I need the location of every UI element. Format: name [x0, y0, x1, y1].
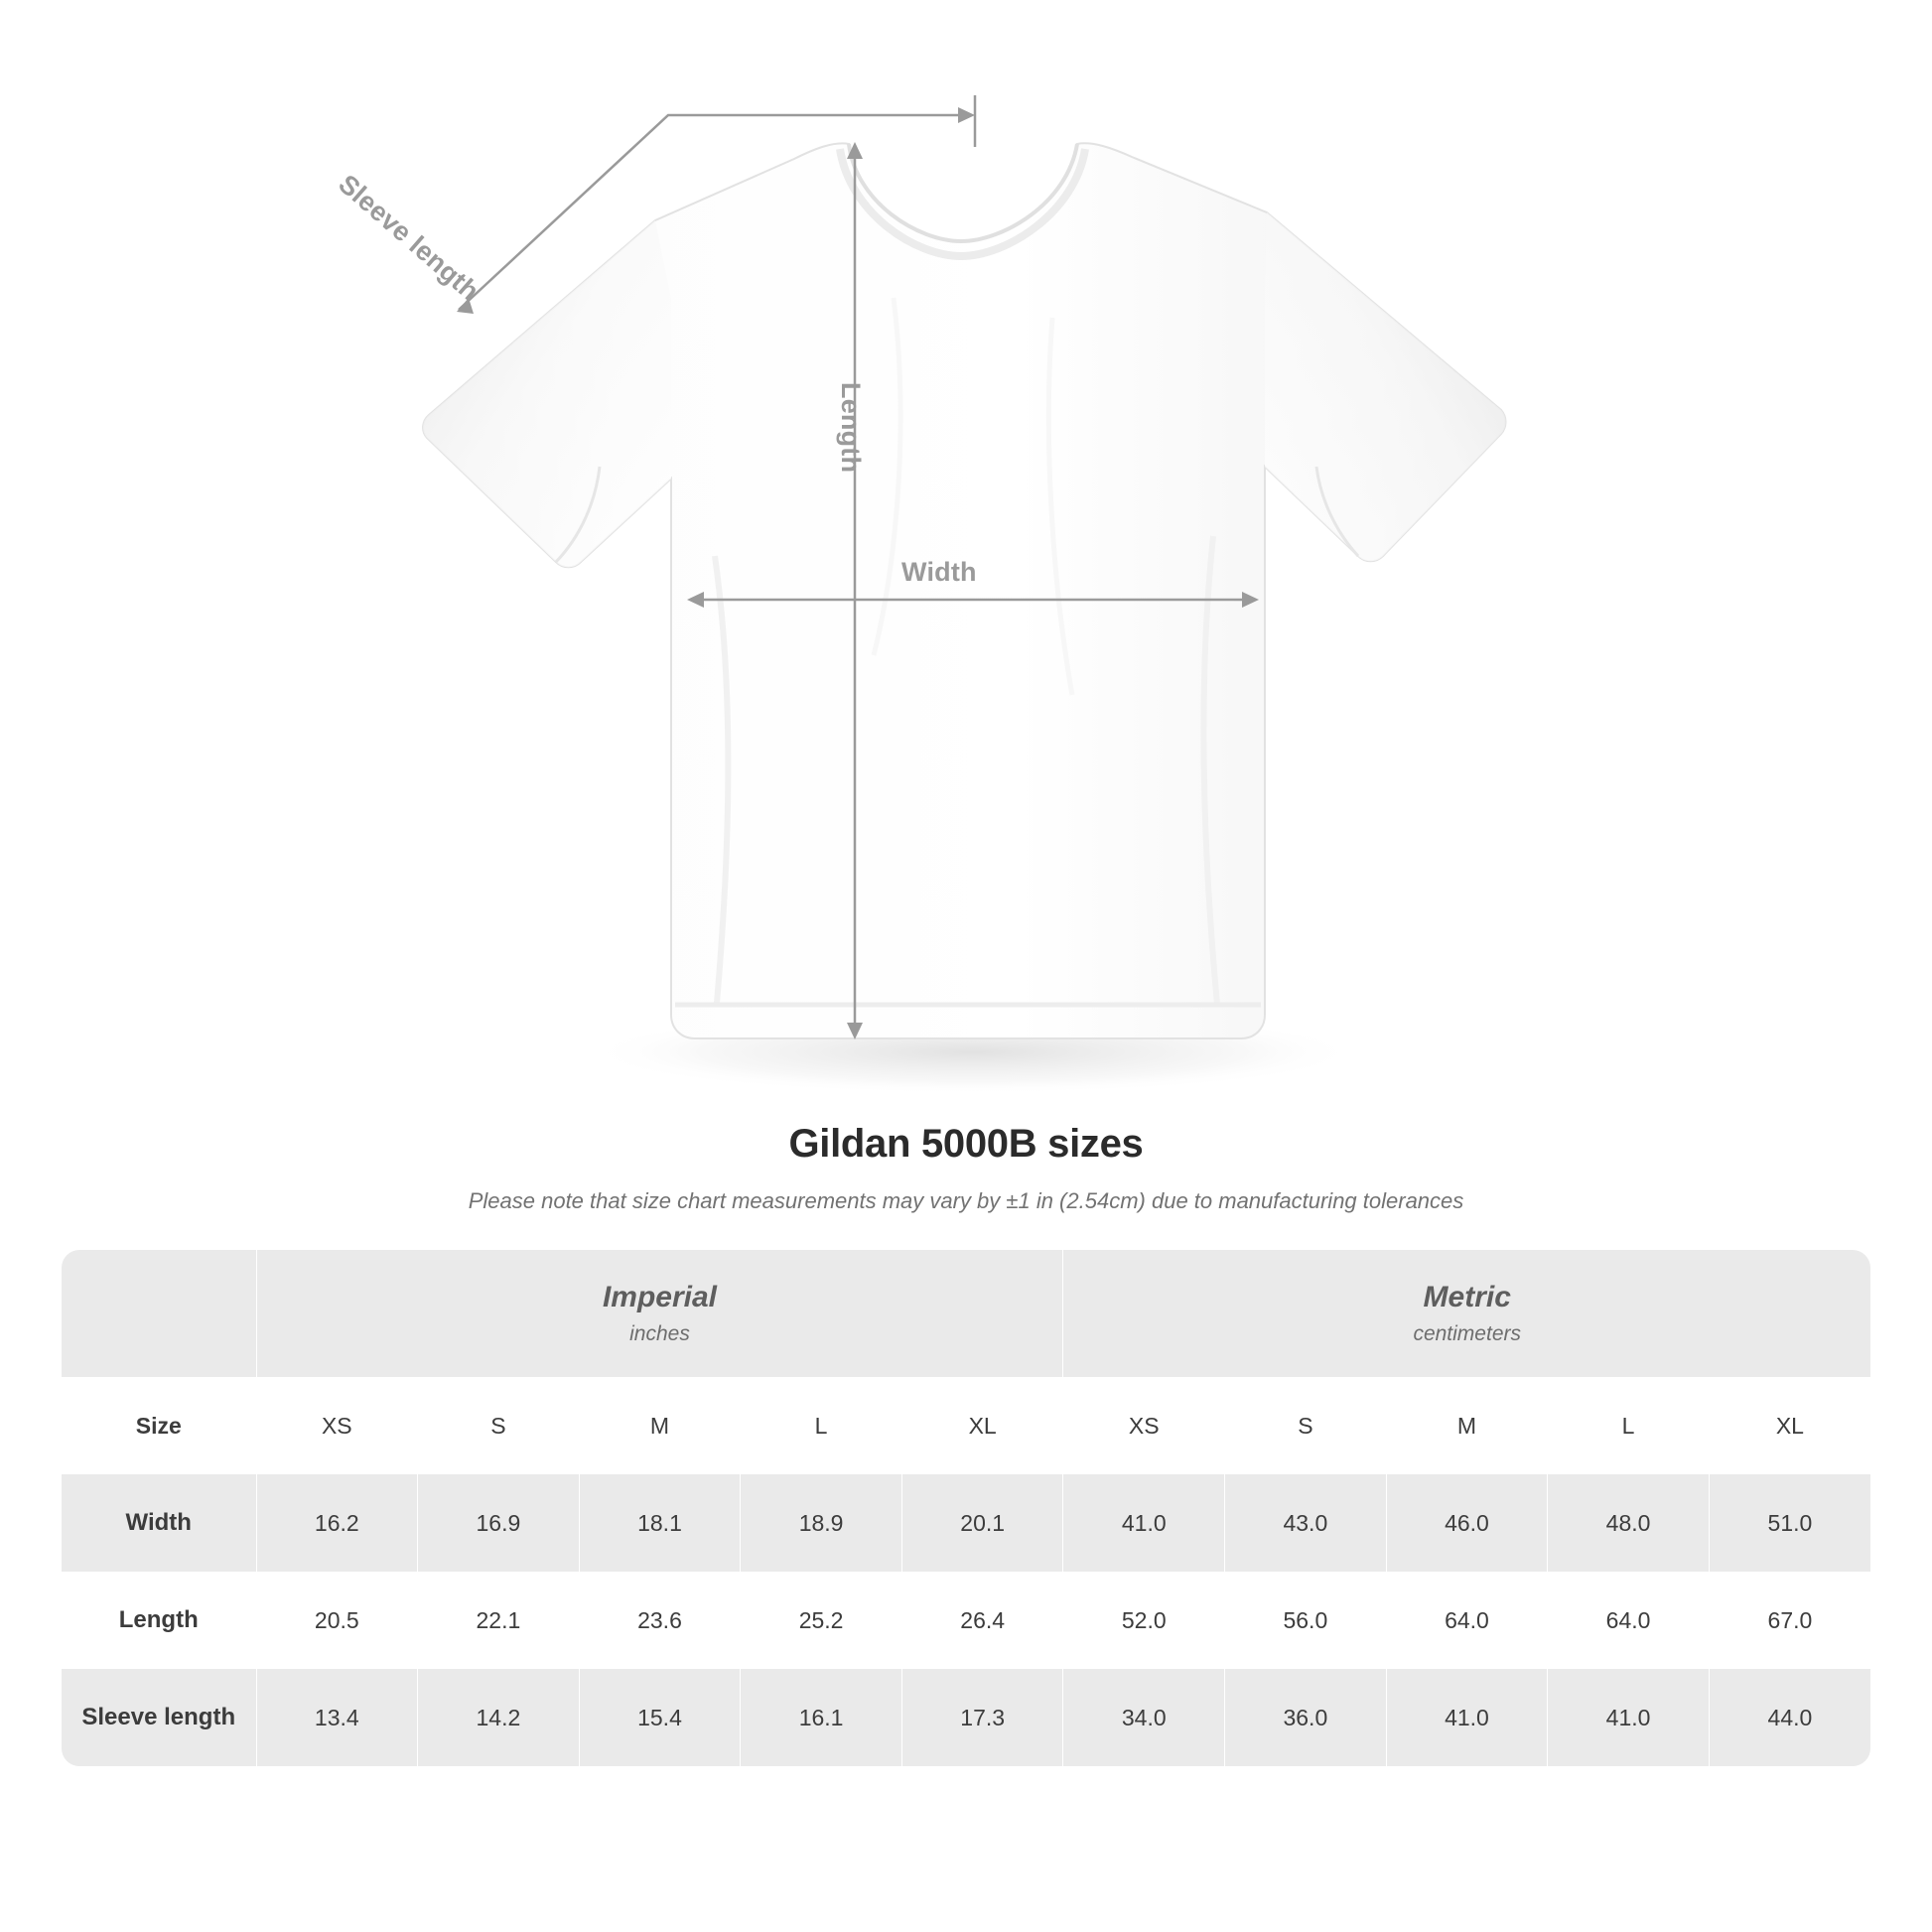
- cell-width-imperial-m: 18.1: [579, 1474, 741, 1572]
- cell-sleeve-metric-s: 36.0: [1225, 1669, 1387, 1766]
- cell-sleeve-imperial-s: 14.2: [418, 1669, 580, 1766]
- table-row: [62, 1474, 1870, 1572]
- cell-length-imperial-xl: 26.4: [901, 1572, 1063, 1669]
- header-size-metric-xl: XL: [1709, 1377, 1870, 1474]
- cell-sleeve-metric-l: 41.0: [1548, 1669, 1710, 1766]
- cell-length-imperial-l: 25.2: [741, 1572, 902, 1669]
- unit-group-imperial: [256, 1250, 1063, 1377]
- cell-sleeve-imperial-m: 15.4: [579, 1669, 741, 1766]
- unit-group-metric-unit: centimeters: [1413, 1322, 1521, 1345]
- unit-group-imperial-unit: inches: [629, 1322, 690, 1345]
- header-size-metric-xs: XS: [1063, 1377, 1225, 1474]
- size-header-row: [62, 1377, 1870, 1474]
- row-label-length: Length: [62, 1572, 256, 1669]
- cell-sleeve-metric-xs: 34.0: [1063, 1669, 1225, 1766]
- unit-group-metric: [1063, 1250, 1870, 1377]
- header-size-imperial-xl: XL: [901, 1377, 1063, 1474]
- tshirt-shape: [423, 143, 1505, 1038]
- size-table: [62, 1250, 1870, 1766]
- header-size-imperial-s: S: [418, 1377, 580, 1474]
- table-row: [62, 1669, 1870, 1766]
- page-title: Gildan 5000B sizes: [788, 1122, 1144, 1166]
- cell-length-metric-m: 64.0: [1386, 1572, 1548, 1669]
- sleeve-length-dimension-label: Sleeve length: [333, 169, 485, 307]
- header-size-imperial-xs: XS: [256, 1377, 418, 1474]
- cell-length-metric-l: 64.0: [1548, 1572, 1710, 1669]
- cell-sleeve-imperial-xl: 17.3: [901, 1669, 1063, 1766]
- header-size: Size: [62, 1377, 256, 1474]
- cell-length-metric-s: 56.0: [1225, 1572, 1387, 1669]
- cell-sleeve-metric-m: 41.0: [1386, 1669, 1548, 1766]
- row-label-sleeve-length: Sleeve length: [62, 1669, 256, 1766]
- tolerance-note: Please note that size chart measurements may vary by ±1 in (2.54cm) due to manufacturing tolerances: [468, 1188, 1464, 1213]
- cell-sleeve-metric-xl: 44.0: [1709, 1669, 1870, 1766]
- row-label-width: Width: [62, 1474, 256, 1572]
- length-dimension-label: Length: [836, 382, 866, 474]
- cell-sleeve-imperial-xs: 13.4: [256, 1669, 418, 1766]
- unit-group-metric-name: Metric: [1423, 1281, 1511, 1313]
- header-size-imperial-m: M: [579, 1377, 741, 1474]
- cell-width-imperial-s: 16.9: [418, 1474, 580, 1572]
- header-size-metric-l: L: [1548, 1377, 1710, 1474]
- cell-sleeve-imperial-l: 16.1: [741, 1669, 902, 1766]
- header-size-imperial-l: L: [741, 1377, 902, 1474]
- cell-width-imperial-xl: 20.1: [901, 1474, 1063, 1572]
- cell-length-metric-xs: 52.0: [1063, 1572, 1225, 1669]
- cell-width-metric-l: 48.0: [1548, 1474, 1710, 1572]
- unit-group-row: [62, 1250, 1870, 1377]
- cell-width-metric-xl: 51.0: [1709, 1474, 1870, 1572]
- cell-length-imperial-s: 22.1: [418, 1572, 580, 1669]
- cell-length-imperial-xs: 20.5: [256, 1572, 418, 1669]
- width-dimension-label: Width: [901, 557, 977, 587]
- table-row: [62, 1572, 1870, 1669]
- cell-width-metric-s: 43.0: [1225, 1474, 1387, 1572]
- header-size-metric-s: S: [1225, 1377, 1387, 1474]
- size-table-wrapper: [62, 1250, 1870, 1766]
- cell-width-imperial-xs: 16.2: [256, 1474, 418, 1572]
- header-size-metric-m: M: [1386, 1377, 1548, 1474]
- unit-corner-cell: [62, 1250, 256, 1377]
- cell-length-imperial-m: 23.6: [579, 1572, 741, 1669]
- cell-length-metric-xl: 67.0: [1767, 1606, 1813, 1633]
- cell-width-metric-m: 46.0: [1386, 1474, 1548, 1572]
- cell-width-metric-xs: 41.0: [1063, 1474, 1225, 1572]
- cell-width-imperial-l: 18.9: [741, 1474, 902, 1572]
- title-block: [0, 1122, 1932, 1214]
- unit-group-imperial-name: Imperial: [602, 1281, 718, 1313]
